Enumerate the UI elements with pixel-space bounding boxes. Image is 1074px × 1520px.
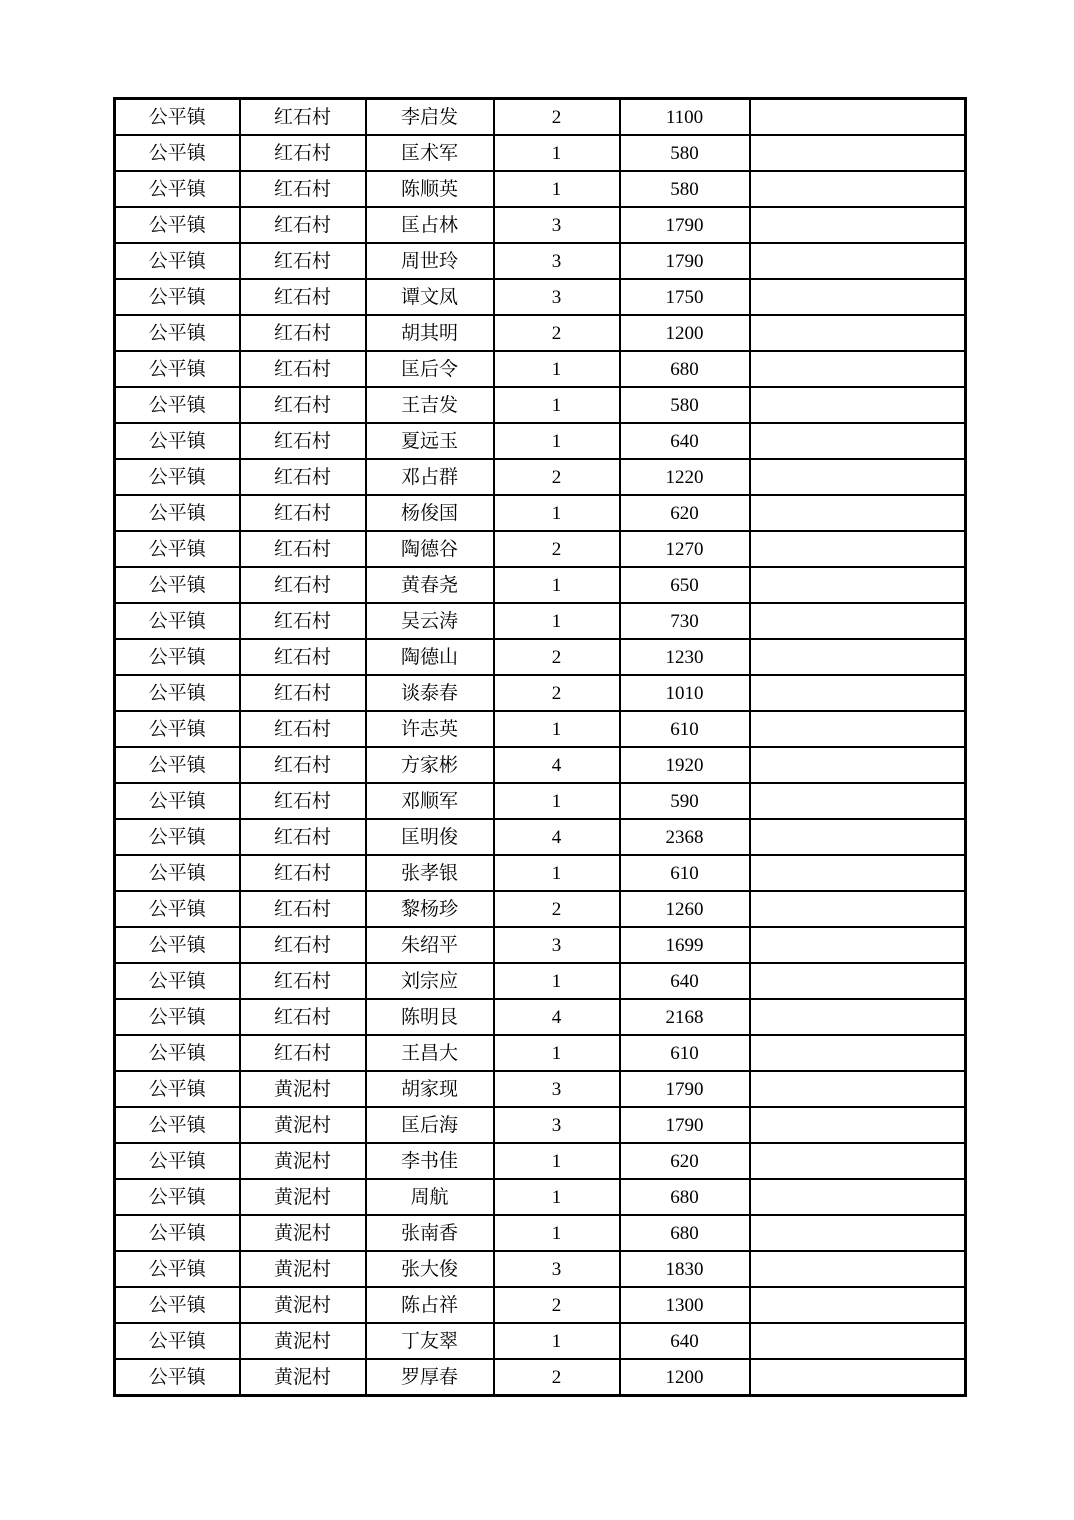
cell-town: 公平镇 — [115, 1071, 240, 1107]
cell-count: 2 — [494, 1359, 620, 1396]
cell-name: 张孝银 — [366, 855, 494, 891]
cell-name: 吴云涛 — [366, 603, 494, 639]
cell-note — [750, 1107, 966, 1143]
cell-count: 3 — [494, 1251, 620, 1287]
cell-village: 红石村 — [240, 603, 366, 639]
cell-note — [750, 279, 966, 315]
table-row — [115, 1107, 966, 1143]
cell-village: 红石村 — [240, 387, 366, 423]
cell-name: 王昌大 — [366, 1035, 494, 1071]
cell-village: 黄泥村 — [240, 1071, 366, 1107]
cell-amount: 1270 — [620, 531, 750, 567]
cell-town: 公平镇 — [115, 459, 240, 495]
cell-note — [750, 423, 966, 459]
cell-name: 方家彬 — [366, 747, 494, 783]
cell-town: 公平镇 — [115, 963, 240, 999]
table-row — [115, 927, 966, 963]
cell-count: 3 — [494, 243, 620, 279]
cell-count: 1 — [494, 711, 620, 747]
cell-note — [750, 963, 966, 999]
cell-amount: 640 — [620, 963, 750, 999]
table-row — [115, 567, 966, 603]
cell-village: 红石村 — [240, 819, 366, 855]
table-row — [115, 1143, 966, 1179]
cell-note — [750, 351, 966, 387]
cell-note — [750, 675, 966, 711]
cell-town: 公平镇 — [115, 279, 240, 315]
cell-village: 红石村 — [240, 927, 366, 963]
cell-name: 罗厚春 — [366, 1359, 494, 1396]
cell-name: 丁友翠 — [366, 1323, 494, 1359]
cell-name: 胡其明 — [366, 315, 494, 351]
cell-village: 红石村 — [240, 279, 366, 315]
cell-village: 红石村 — [240, 207, 366, 243]
table-row — [115, 1035, 966, 1071]
cell-name: 李书佳 — [366, 1143, 494, 1179]
cell-count: 3 — [494, 1071, 620, 1107]
cell-amount: 1100 — [620, 99, 750, 136]
cell-count: 1 — [494, 1323, 620, 1359]
cell-town: 公平镇 — [115, 531, 240, 567]
cell-name: 匡明俊 — [366, 819, 494, 855]
cell-name: 周航 — [366, 1179, 494, 1215]
cell-note — [750, 567, 966, 603]
cell-amount: 620 — [620, 1143, 750, 1179]
cell-count: 1 — [494, 1035, 620, 1071]
cell-village: 黄泥村 — [240, 1215, 366, 1251]
cell-amount: 1790 — [620, 1107, 750, 1143]
table-row — [115, 279, 966, 315]
cell-name: 李启发 — [366, 99, 494, 136]
cell-note — [750, 603, 966, 639]
cell-amount: 1200 — [620, 315, 750, 351]
table-row — [115, 1251, 966, 1287]
cell-note — [750, 495, 966, 531]
cell-note — [750, 99, 966, 136]
table-row — [115, 207, 966, 243]
cell-note — [750, 207, 966, 243]
cell-count: 2 — [494, 1287, 620, 1323]
cell-amount: 680 — [620, 1215, 750, 1251]
table-row — [115, 747, 966, 783]
table-row — [115, 423, 966, 459]
table-row — [115, 315, 966, 351]
cell-count: 2 — [494, 531, 620, 567]
cell-count: 1 — [494, 1143, 620, 1179]
cell-count: 3 — [494, 279, 620, 315]
table-row — [115, 531, 966, 567]
cell-town: 公平镇 — [115, 1359, 240, 1396]
cell-amount: 680 — [620, 1179, 750, 1215]
cell-village: 红石村 — [240, 171, 366, 207]
cell-note — [750, 747, 966, 783]
table-row — [115, 963, 966, 999]
cell-amount: 610 — [620, 711, 750, 747]
cell-amount: 1790 — [620, 207, 750, 243]
cell-village: 黄泥村 — [240, 1143, 366, 1179]
cell-town: 公平镇 — [115, 855, 240, 891]
table-row — [115, 711, 966, 747]
cell-note — [750, 315, 966, 351]
cell-note — [750, 1323, 966, 1359]
cell-village: 红石村 — [240, 1035, 366, 1071]
cell-town: 公平镇 — [115, 927, 240, 963]
cell-amount: 580 — [620, 135, 750, 171]
subsidy-roster-table — [113, 97, 967, 1397]
cell-count: 1 — [494, 567, 620, 603]
cell-village: 红石村 — [240, 711, 366, 747]
cell-note — [750, 927, 966, 963]
table-row — [115, 135, 966, 171]
cell-town: 公平镇 — [115, 495, 240, 531]
cell-village: 黄泥村 — [240, 1287, 366, 1323]
cell-village: 红石村 — [240, 855, 366, 891]
cell-town: 公平镇 — [115, 747, 240, 783]
table-row — [115, 783, 966, 819]
cell-note — [750, 135, 966, 171]
cell-village: 红石村 — [240, 675, 366, 711]
cell-name: 陶德谷 — [366, 531, 494, 567]
cell-village: 红石村 — [240, 783, 366, 819]
cell-amount: 1790 — [620, 1071, 750, 1107]
cell-town: 公平镇 — [115, 819, 240, 855]
cell-note — [750, 1143, 966, 1179]
cell-note — [750, 243, 966, 279]
cell-count: 2 — [494, 639, 620, 675]
cell-amount: 680 — [620, 351, 750, 387]
cell-town: 公平镇 — [115, 423, 240, 459]
cell-village: 红石村 — [240, 351, 366, 387]
table-row — [115, 1179, 966, 1215]
cell-name: 匡术军 — [366, 135, 494, 171]
cell-village: 红石村 — [240, 243, 366, 279]
cell-name: 匡后海 — [366, 1107, 494, 1143]
cell-note — [750, 1071, 966, 1107]
cell-town: 公平镇 — [115, 1179, 240, 1215]
cell-note — [750, 171, 966, 207]
cell-name: 张大俊 — [366, 1251, 494, 1287]
table-row — [115, 891, 966, 927]
cell-amount: 1750 — [620, 279, 750, 315]
cell-note — [750, 855, 966, 891]
cell-town: 公平镇 — [115, 711, 240, 747]
cell-town: 公平镇 — [115, 1143, 240, 1179]
cell-amount: 1200 — [620, 1359, 750, 1396]
cell-count: 4 — [494, 819, 620, 855]
table-row — [115, 1071, 966, 1107]
cell-amount: 580 — [620, 171, 750, 207]
cell-amount: 580 — [620, 387, 750, 423]
cell-village: 红石村 — [240, 639, 366, 675]
cell-count: 1 — [494, 351, 620, 387]
cell-count: 3 — [494, 207, 620, 243]
cell-note — [750, 1359, 966, 1396]
cell-name: 陈占祥 — [366, 1287, 494, 1323]
cell-amount: 1230 — [620, 639, 750, 675]
cell-count: 1 — [494, 603, 620, 639]
cell-town: 公平镇 — [115, 999, 240, 1035]
cell-note — [750, 1287, 966, 1323]
cell-count: 1 — [494, 171, 620, 207]
table-row — [115, 171, 966, 207]
cell-name: 杨俊国 — [366, 495, 494, 531]
cell-name: 匡后令 — [366, 351, 494, 387]
cell-amount: 1010 — [620, 675, 750, 711]
cell-name: 朱绍平 — [366, 927, 494, 963]
cell-village: 红石村 — [240, 99, 366, 136]
cell-town: 公平镇 — [115, 1287, 240, 1323]
cell-count: 1 — [494, 1215, 620, 1251]
cell-name: 黄春尧 — [366, 567, 494, 603]
cell-count: 4 — [494, 747, 620, 783]
cell-name: 胡家现 — [366, 1071, 494, 1107]
cell-name: 陈顺英 — [366, 171, 494, 207]
cell-name: 张南香 — [366, 1215, 494, 1251]
cell-town: 公平镇 — [115, 99, 240, 136]
cell-count: 2 — [494, 315, 620, 351]
cell-note — [750, 1251, 966, 1287]
cell-count: 1 — [494, 135, 620, 171]
cell-village: 黄泥村 — [240, 1107, 366, 1143]
table-row — [115, 243, 966, 279]
cell-town: 公平镇 — [115, 639, 240, 675]
table-row — [115, 99, 966, 136]
cell-count: 2 — [494, 891, 620, 927]
cell-note — [750, 639, 966, 675]
cell-village: 红石村 — [240, 135, 366, 171]
cell-village: 红石村 — [240, 567, 366, 603]
cell-note — [750, 1035, 966, 1071]
cell-name: 王吉发 — [366, 387, 494, 423]
cell-village: 黄泥村 — [240, 1179, 366, 1215]
cell-town: 公平镇 — [115, 171, 240, 207]
cell-town: 公平镇 — [115, 351, 240, 387]
cell-town: 公平镇 — [115, 1107, 240, 1143]
cell-village: 红石村 — [240, 891, 366, 927]
cell-name: 黎杨珍 — [366, 891, 494, 927]
cell-count: 1 — [494, 963, 620, 999]
cell-town: 公平镇 — [115, 783, 240, 819]
cell-village: 黄泥村 — [240, 1359, 366, 1396]
table-row — [115, 387, 966, 423]
table-row — [115, 459, 966, 495]
cell-town: 公平镇 — [115, 891, 240, 927]
cell-village: 黄泥村 — [240, 1323, 366, 1359]
cell-note — [750, 783, 966, 819]
cell-town: 公平镇 — [115, 315, 240, 351]
cell-amount: 610 — [620, 855, 750, 891]
cell-name: 刘宗应 — [366, 963, 494, 999]
cell-village: 红石村 — [240, 747, 366, 783]
cell-town: 公平镇 — [115, 243, 240, 279]
table-row — [115, 675, 966, 711]
cell-name: 陶德山 — [366, 639, 494, 675]
cell-village: 红石村 — [240, 999, 366, 1035]
table-row — [115, 999, 966, 1035]
cell-note — [750, 891, 966, 927]
cell-note — [750, 999, 966, 1035]
table-body — [115, 99, 966, 1396]
table-sheet — [113, 97, 967, 1397]
cell-village: 红石村 — [240, 963, 366, 999]
cell-note — [750, 819, 966, 855]
cell-count: 1 — [494, 783, 620, 819]
cell-count: 4 — [494, 999, 620, 1035]
cell-note — [750, 387, 966, 423]
cell-count: 2 — [494, 99, 620, 136]
cell-name: 许志英 — [366, 711, 494, 747]
cell-note — [750, 711, 966, 747]
cell-village: 红石村 — [240, 459, 366, 495]
cell-count: 1 — [494, 423, 620, 459]
table-row — [115, 819, 966, 855]
cell-amount: 1699 — [620, 927, 750, 963]
cell-count: 3 — [494, 1107, 620, 1143]
cell-town: 公平镇 — [115, 207, 240, 243]
cell-count: 1 — [494, 1179, 620, 1215]
cell-count: 1 — [494, 387, 620, 423]
table-row — [115, 603, 966, 639]
cell-amount: 590 — [620, 783, 750, 819]
cell-village: 红石村 — [240, 315, 366, 351]
table-row — [115, 351, 966, 387]
cell-town: 公平镇 — [115, 1323, 240, 1359]
cell-count: 2 — [494, 675, 620, 711]
cell-name: 匡占林 — [366, 207, 494, 243]
cell-amount: 1830 — [620, 1251, 750, 1287]
cell-name: 陈明艮 — [366, 999, 494, 1035]
cell-name: 邓顺军 — [366, 783, 494, 819]
cell-amount: 1790 — [620, 243, 750, 279]
cell-village: 黄泥村 — [240, 1251, 366, 1287]
cell-amount: 1260 — [620, 891, 750, 927]
cell-town: 公平镇 — [115, 1035, 240, 1071]
cell-note — [750, 1215, 966, 1251]
cell-town: 公平镇 — [115, 675, 240, 711]
cell-amount: 730 — [620, 603, 750, 639]
cell-amount: 640 — [620, 1323, 750, 1359]
cell-amount: 620 — [620, 495, 750, 531]
cell-amount: 650 — [620, 567, 750, 603]
cell-town: 公平镇 — [115, 1215, 240, 1251]
cell-village: 红石村 — [240, 531, 366, 567]
table-row — [115, 639, 966, 675]
cell-village: 红石村 — [240, 495, 366, 531]
cell-count: 1 — [494, 495, 620, 531]
table-row — [115, 1215, 966, 1251]
cell-amount: 610 — [620, 1035, 750, 1071]
table-row — [115, 1359, 966, 1396]
cell-count: 2 — [494, 459, 620, 495]
cell-amount: 1220 — [620, 459, 750, 495]
cell-amount: 1920 — [620, 747, 750, 783]
cell-note — [750, 1179, 966, 1215]
cell-town: 公平镇 — [115, 387, 240, 423]
cell-amount: 2368 — [620, 819, 750, 855]
cell-town: 公平镇 — [115, 603, 240, 639]
cell-count: 3 — [494, 927, 620, 963]
table-row — [115, 855, 966, 891]
cell-amount: 2168 — [620, 999, 750, 1035]
cell-town: 公平镇 — [115, 135, 240, 171]
cell-amount: 640 — [620, 423, 750, 459]
table-row — [115, 1287, 966, 1323]
cell-note — [750, 531, 966, 567]
cell-village: 红石村 — [240, 423, 366, 459]
table-row — [115, 1323, 966, 1359]
cell-town: 公平镇 — [115, 567, 240, 603]
cell-count: 1 — [494, 855, 620, 891]
cell-note — [750, 459, 966, 495]
cell-name: 谈泰春 — [366, 675, 494, 711]
cell-town: 公平镇 — [115, 1251, 240, 1287]
cell-amount: 1300 — [620, 1287, 750, 1323]
table-row — [115, 495, 966, 531]
cell-name: 夏远玉 — [366, 423, 494, 459]
cell-name: 邓占群 — [366, 459, 494, 495]
cell-name: 周世玲 — [366, 243, 494, 279]
cell-name: 谭文凤 — [366, 279, 494, 315]
